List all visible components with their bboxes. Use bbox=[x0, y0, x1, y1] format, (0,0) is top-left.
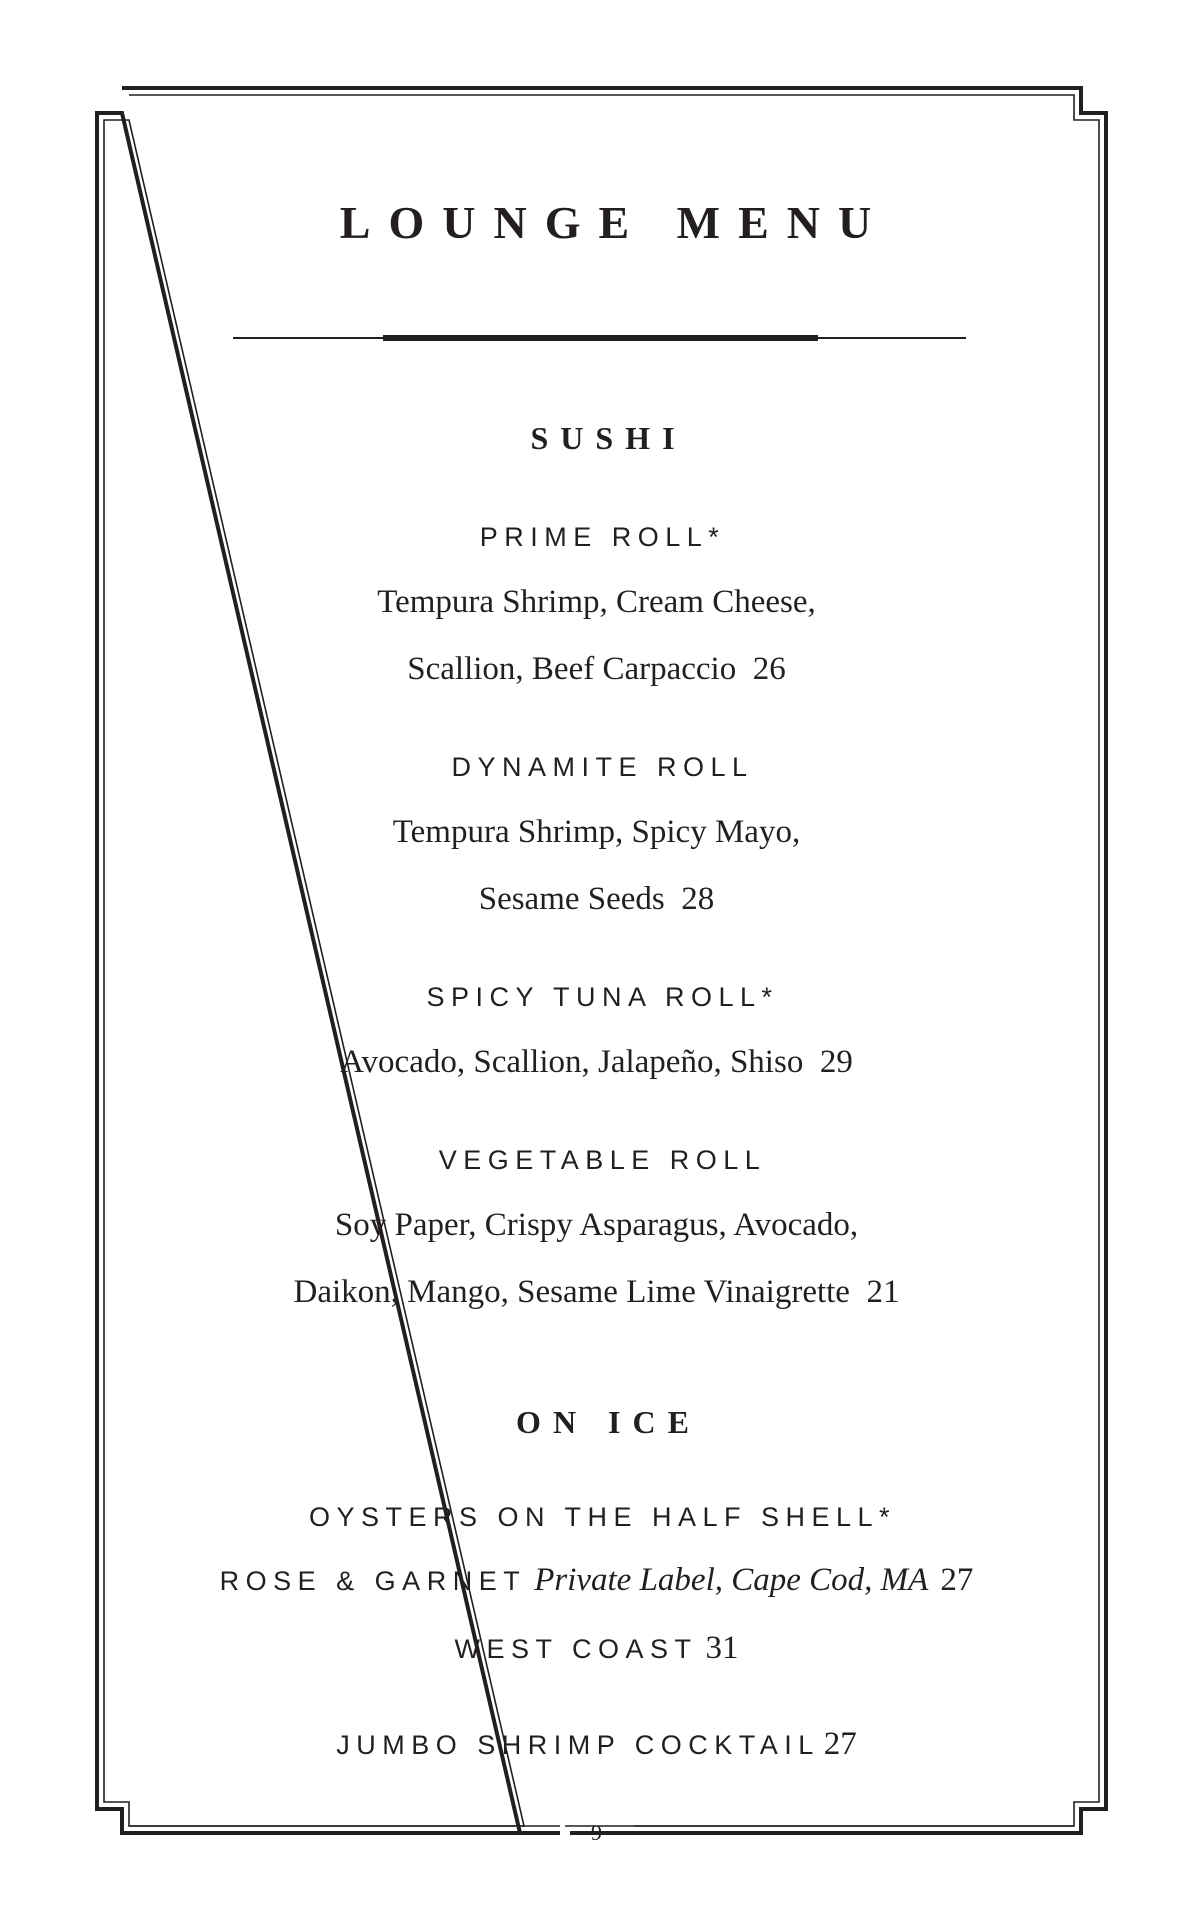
page-number: 9 bbox=[591, 1820, 602, 1845]
menu-item-jumbo-shrimp bbox=[0, 1726, 1193, 1763]
oyster-variety-name: ROSE & GARNET bbox=[219, 1566, 527, 1596]
menu-item-description: Tempura Shrimp, Cream Cheese, bbox=[377, 584, 816, 620]
menu-item-name: OYSTERS ON THE HALF SHELL* bbox=[308, 1502, 897, 1532]
menu-item-price: 29 bbox=[819, 1044, 853, 1080]
menu-item-description-price bbox=[0, 881, 1193, 918]
menu-item-description-price bbox=[0, 1274, 1193, 1311]
menu-item-description: Avocado, Scallion, Jalapeño, Shiso bbox=[340, 1044, 804, 1080]
menu-item-description: Soy Paper, Crispy Asparagus, Avocado, bbox=[334, 1207, 859, 1243]
menu-item-price: 26 bbox=[752, 651, 786, 687]
menu-item-description: Sesame Seeds bbox=[478, 881, 665, 917]
menu-item-description: Tempura Shrimp, Spicy Mayo, bbox=[392, 814, 801, 850]
menu-item-name: PRIME ROLL* bbox=[479, 522, 726, 552]
menu-item-price: 21 bbox=[866, 1274, 900, 1310]
oyster-variety-rose-garnet bbox=[0, 1562, 1193, 1599]
menu-item-name: DYNAMITE ROLL bbox=[451, 752, 754, 782]
menu-item-name: SPICY TUNA ROLL* bbox=[426, 982, 779, 1012]
menu-item-description: Scallion, Beef Carpaccio bbox=[407, 651, 737, 687]
menu-item-description-price bbox=[0, 651, 1193, 688]
menu-item-price: 28 bbox=[681, 881, 715, 917]
menu-item-price: 27 bbox=[940, 1562, 974, 1598]
section-heading-on-ice: ON ICE bbox=[516, 1404, 701, 1440]
menu-item-name: JUMBO SHRIMP COCKTAIL bbox=[336, 1730, 820, 1760]
menu-item-name: VEGETABLE ROLL bbox=[438, 1145, 767, 1175]
oyster-variety-name: WEST COAST bbox=[454, 1634, 698, 1664]
oyster-variety-west-coast bbox=[0, 1630, 1193, 1667]
page-title: LOUNGE MENU bbox=[339, 197, 890, 248]
section-heading-sushi: SUSHI bbox=[530, 420, 687, 456]
menu-item-price: 31 bbox=[705, 1630, 739, 1666]
menu-item-description-price bbox=[0, 1044, 1193, 1081]
oyster-variety-detail: Private Label, Cape Cod, MA bbox=[534, 1562, 929, 1598]
menu-item-price: 27 bbox=[823, 1726, 857, 1762]
menu-item-description: Daikon, Mango, Sesame Lime Vinaigrette bbox=[293, 1274, 850, 1310]
